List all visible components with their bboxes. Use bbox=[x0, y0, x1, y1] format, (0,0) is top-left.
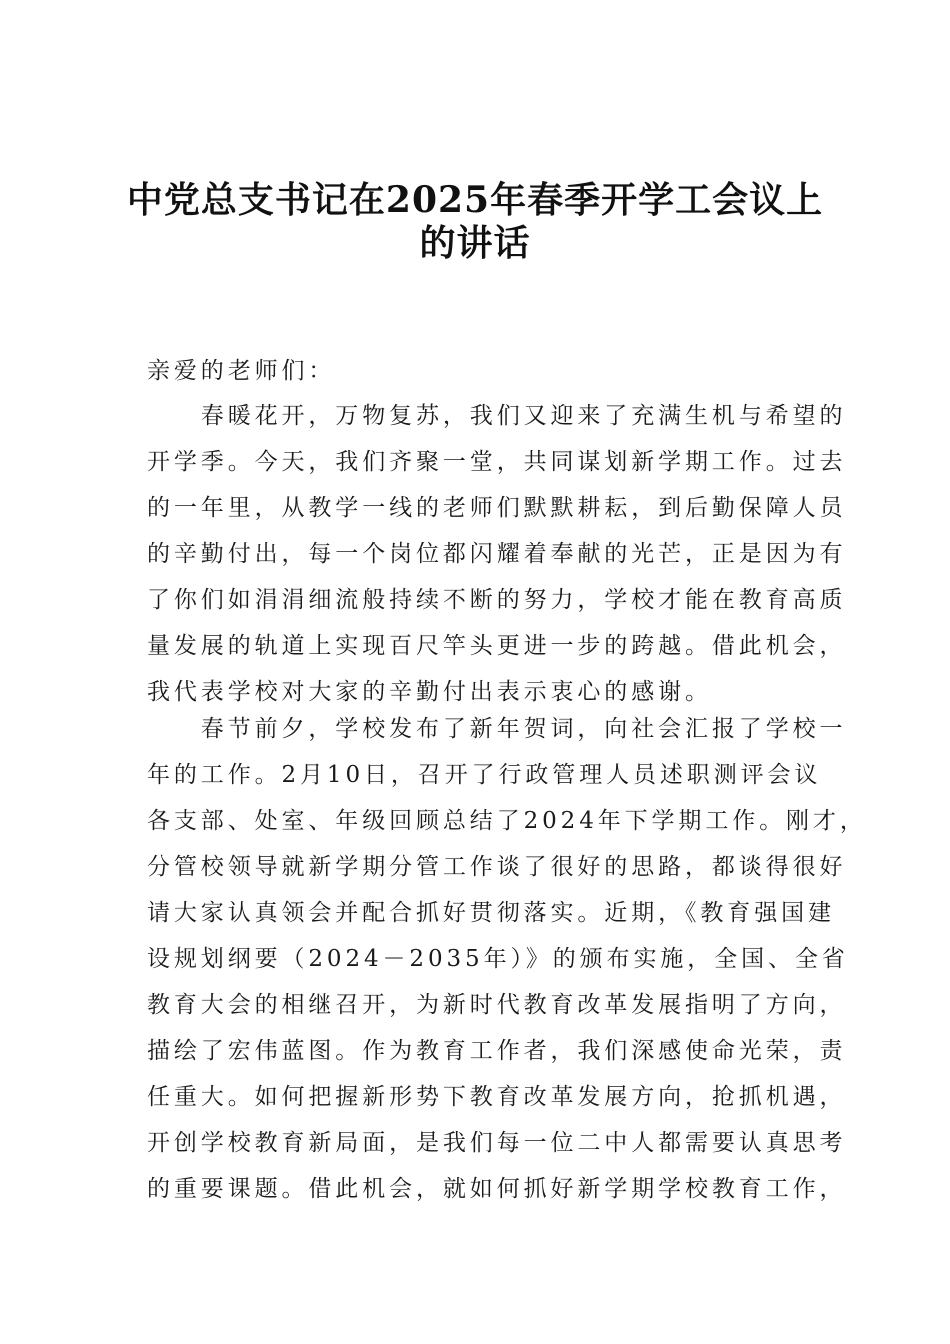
paragraph-line: 春节前夕，学校发布了新年贺词，向社会汇报了学校一 bbox=[147, 716, 847, 742]
paragraph-line: 我代表学校对大家的辛勤付出表示衷心的感谢。 bbox=[147, 679, 712, 705]
document-title-line-2: 的讲话 bbox=[419, 222, 531, 264]
paragraph-line: 量发展的轨道上实现百尺竿头更进一步的跨越。借此机会， bbox=[147, 633, 847, 659]
paragraph-line: 的辛勤付出，每一个岗位都闪耀着奉献的光芒，正是因为有 bbox=[147, 541, 847, 567]
paragraph-line: 年的工作。2月10日，召开了行政管理人员述职测评会议 bbox=[147, 762, 822, 788]
paragraph-line: 开创学校教育新局面，是我们每一位二中人都需要认真思考 bbox=[147, 1130, 847, 1156]
paragraph-line: 春暖花开，万物复苏，我们又迎来了充满生机与希望的 bbox=[147, 403, 847, 429]
paragraph-line: 设规划纲要（2024－2035年）》的颁布实施，全国、全省 bbox=[147, 946, 849, 972]
paragraph-line: 的重要课题。借此机会，就如何抓好新学期学校教育工作， bbox=[147, 1176, 847, 1202]
paragraph-line: 了你们如涓涓细流般持续不断的努力，学校才能在教育高质 bbox=[147, 587, 847, 613]
paragraph-line: 描绘了宏伟蓝图。作为教育工作者，我们深感使命光荣，责 bbox=[147, 1038, 847, 1064]
paragraph-line: 的一年里，从教学一线的老师们默默耕耘，到后勤保障人员 bbox=[147, 495, 847, 521]
paragraph-1 bbox=[147, 393, 847, 715]
paragraph-line: 教育大会的相继召开，为新时代教育改革发展指明了方向， bbox=[147, 992, 847, 1018]
paragraph-line: 开学季。今天，我们齐聚一堂，共同谋划新学期工作。过去 bbox=[147, 449, 847, 475]
salutation: 亲爱的老师们： bbox=[147, 358, 336, 384]
paragraph-line: 任重大。如何把握新形势下教育改革发展方向，抢抓机遇， bbox=[147, 1084, 847, 1110]
paragraph-2 bbox=[147, 706, 867, 1212]
paragraph-line: 请大家认真领会并配合抓好贯彻落实。近期，《教育强国建 bbox=[147, 900, 835, 926]
paragraph-line: 各支部、处室、年级回顾总结了2024年下学期工作。刚才， bbox=[147, 808, 867, 834]
document-title-line-1: 中党总支书记在2025年春季开学工会议上 bbox=[126, 179, 824, 221]
paragraph-line: 分管校领导就新学期分管工作谈了很好的思路，都谈得很好 bbox=[147, 854, 847, 880]
